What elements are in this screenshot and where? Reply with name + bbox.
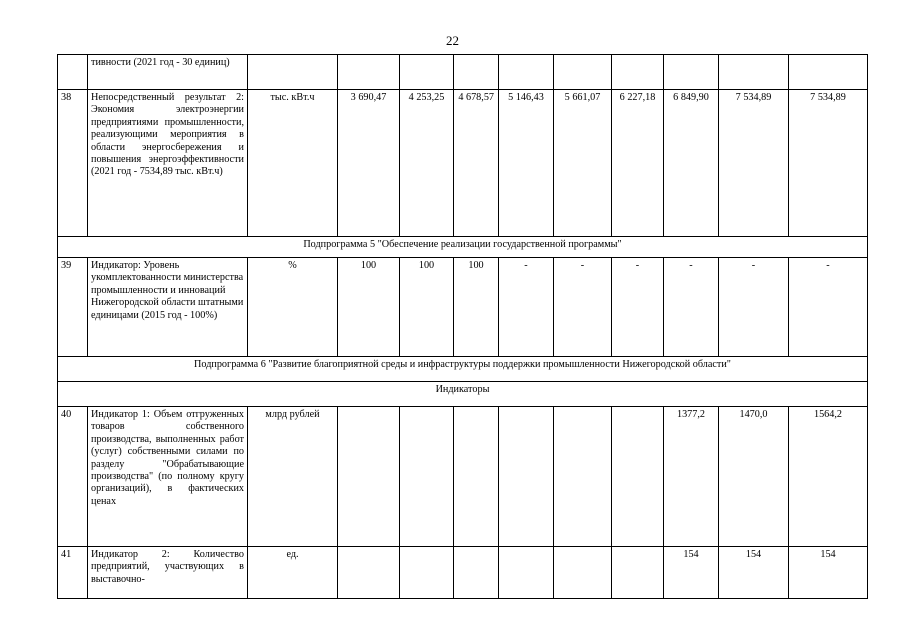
value-cell: 154 <box>719 547 789 599</box>
subprogram-5-heading: Подпрограмма 5 "Обеспечение реализации государственной программы" <box>58 237 868 258</box>
value-cell <box>612 407 664 547</box>
indicators-table <box>57 54 868 599</box>
value-cell <box>499 547 554 599</box>
value-cell: - <box>664 258 719 357</box>
value-cell: 1564,2 <box>789 407 868 547</box>
value-cell: 154 <box>789 547 868 599</box>
value-cell <box>554 55 612 90</box>
unit-cell: ед. <box>248 547 338 599</box>
indicator-name: Непосредственный результат 2: Экономия электроэнергии предприятиями промышленности, реализующими мероприятия в области энергосбережения и повышения энергоэффективности (2021 год - 7534,89 тыс. кВт.ч) <box>88 90 248 237</box>
value-cell: 7 534,89 <box>719 90 789 237</box>
unit-cell: % <box>248 258 338 357</box>
value-cell: 3 690,47 <box>338 90 400 237</box>
value-cell <box>454 407 499 547</box>
value-cell: 1470,0 <box>719 407 789 547</box>
value-cell: 100 <box>454 258 499 357</box>
indicator-name: Индикатор 2: Количество предприятий, участвующих в выставочно- <box>88 547 248 599</box>
subprogram-6-heading: Подпрограмма 6 "Развитие благоприятной среды и инфраструктуры поддержки промышленности Нижегородской области" <box>58 357 868 382</box>
row-number <box>58 55 88 90</box>
section-row <box>58 357 868 382</box>
value-cell <box>612 547 664 599</box>
value-cell <box>400 55 454 90</box>
value-cell: 4 678,57 <box>454 90 499 237</box>
row-number: 41 <box>58 547 88 599</box>
value-cell: 6 849,90 <box>664 90 719 237</box>
value-cell <box>400 407 454 547</box>
row-number: 40 <box>58 407 88 547</box>
value-cell: 7 534,89 <box>789 90 868 237</box>
table-row <box>58 547 868 599</box>
table-row <box>58 90 868 237</box>
value-cell: 100 <box>400 258 454 357</box>
table-row <box>58 407 868 547</box>
value-cell: - <box>554 258 612 357</box>
value-cell <box>454 55 499 90</box>
unit-cell <box>248 55 338 90</box>
value-cell <box>499 407 554 547</box>
row-number: 38 <box>58 90 88 237</box>
value-cell <box>554 407 612 547</box>
value-cell <box>338 55 400 90</box>
value-cell <box>454 547 499 599</box>
table-row <box>58 55 868 90</box>
value-cell: - <box>789 258 868 357</box>
indicator-name: тивности (2021 год - 30 единиц) <box>88 55 248 90</box>
value-cell <box>400 547 454 599</box>
unit-cell: тыс. кВт.ч <box>248 90 338 237</box>
value-cell <box>719 55 789 90</box>
value-cell <box>664 55 719 90</box>
value-cell: 154 <box>664 547 719 599</box>
value-cell: 1377,2 <box>664 407 719 547</box>
value-cell: - <box>612 258 664 357</box>
value-cell <box>612 55 664 90</box>
value-cell: - <box>499 258 554 357</box>
value-cell: 5 661,07 <box>554 90 612 237</box>
indicator-name: Индикатор: Уровень укомплектованности министерства промышленности и инноваций Нижегородской области штатными единицами (2015 год - 100%) <box>88 258 248 357</box>
table-row <box>58 258 868 357</box>
value-cell <box>338 547 400 599</box>
indicator-name: Индикатор 1: Объем отгруженных товаров собственного производства, выполненных работ (услуг) собственными силами по разделу "Обрабатывающие производства" (по полному кругу организаций), в фактических ценах <box>88 407 248 547</box>
value-cell: 5 146,43 <box>499 90 554 237</box>
value-cell: - <box>719 258 789 357</box>
value-cell <box>338 407 400 547</box>
section-row <box>58 382 868 407</box>
section-row <box>58 237 868 258</box>
value-cell <box>789 55 868 90</box>
value-cell: 6 227,18 <box>612 90 664 237</box>
value-cell <box>554 547 612 599</box>
unit-cell: млрд рублей <box>248 407 338 547</box>
page-number: 22 <box>446 33 459 48</box>
value-cell: 4 253,25 <box>400 90 454 237</box>
indicators-heading: Индикаторы <box>58 382 868 407</box>
value-cell: 100 <box>338 258 400 357</box>
value-cell <box>499 55 554 90</box>
row-number: 39 <box>58 258 88 357</box>
